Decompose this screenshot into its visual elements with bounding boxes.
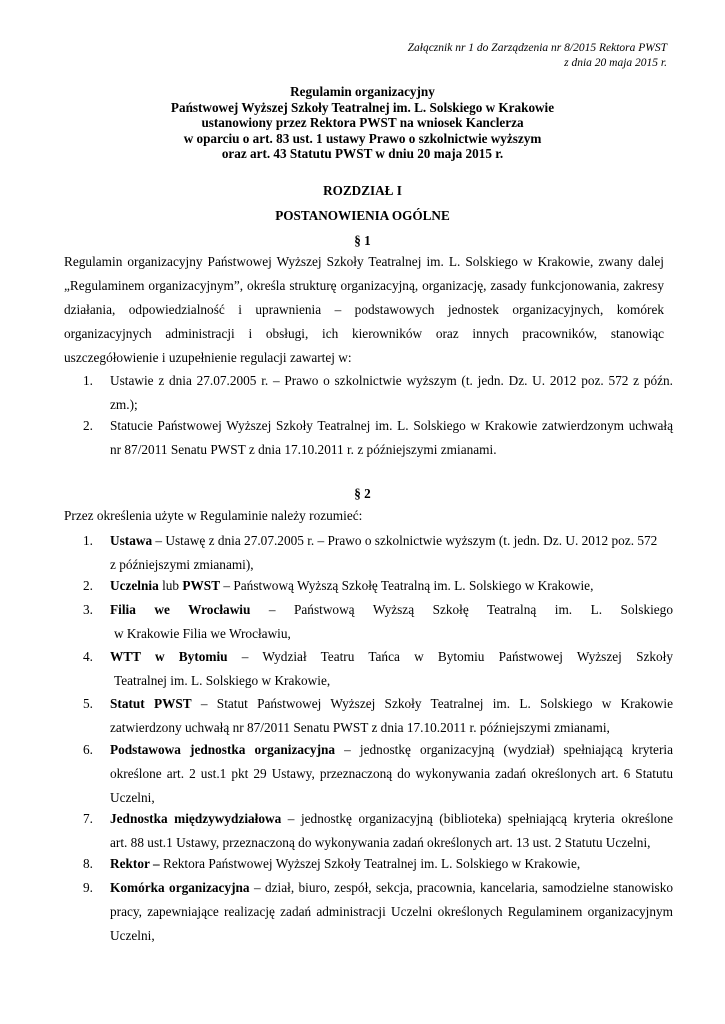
definition-text: Rektora Państwowej Wyższej Szkoły Teatralnej im. L. Solskiego w Krakowie, [159, 856, 581, 871]
definition-term: Podstawowa jednostka organizacyjna [110, 742, 336, 757]
item-number: 2. [83, 418, 93, 433]
definition-term: Statut PWST [110, 696, 192, 711]
definition-text: lub [158, 578, 183, 593]
definition-text: – jednostkę organizacyjną (wydział) spełniającą kryteria [335, 742, 673, 757]
item-text-line: Statucie Państwowej Wyższej Szkoły Teatralnej im. L. Solskiego w Krakowie zatwierdzonym uchwałą [110, 418, 673, 433]
definition-term: WTT w Bytomiu [110, 649, 228, 664]
title-line-2: Państwowej Wyższej Szkoły Teatralnej im. L. Solskiego w Krakowie [170, 99, 555, 115]
definition-text: z późniejszymi zmianami), [110, 557, 254, 572]
definition-text: pracy, zapewniające realizację zadań administracji Uczelni określonych Regulaminem organizacyjnym [110, 904, 673, 919]
section-2-intro: Przez określenia użyte w Regulaminie należy rozumieć: [64, 508, 363, 523]
chapter-name: POSTANOWIENIA OGÓLNE [275, 208, 450, 223]
definition-term: Jednostka międzywydziałowa [110, 811, 282, 826]
item-text-line: Ustawie z dnia 27.07.2005 r. – Prawo o szkolnictwie wyższym (t. jedn. Dz. U. 2012 poz. 572 z późn. [110, 373, 673, 388]
item-number: 6. [83, 742, 93, 757]
title-line-5: oraz art. 43 Statutu PWST w dniu 20 maja 2015 r. [221, 146, 504, 162]
definition-text: Uczelni, [110, 928, 155, 943]
item-number: 5. [83, 696, 93, 711]
definition-text: zatwierdzony uchwałą nr 87/2011 Senatu PWST z dnia 17.10.2011 r. późniejszymi zmianami, [110, 720, 610, 735]
definition-text: – Państwową Wyższą Szkołę Teatralną im. L. Solskiego [250, 602, 673, 617]
item-number: 9. [83, 880, 93, 895]
item-number: 8. [83, 856, 93, 871]
item-number: 4. [83, 649, 93, 664]
definition-text: Uczelni, [110, 790, 155, 805]
section-1-intro-line: „Regulaminem organizacyjnym”, określa strukturę organizacyjną, organizację, zasady funkcjonowania, zakresy [64, 278, 664, 293]
section-1-intro [64, 250, 664, 370]
item-number: 1. [83, 373, 93, 388]
item-number: 1. [83, 533, 93, 548]
annex-reference [408, 41, 667, 71]
definition-text: – Państwową Wyższą Szkołę Teatralną im. L. Solskiego w Krakowie, [220, 578, 594, 593]
definition-term: Uczelnia [110, 578, 159, 593]
definition-text: w Krakowie Filia we Wrocławiu, [114, 626, 291, 641]
definition-text: art. 88 ust.1 Ustawy, przeznaczoną do wykonywania zadań określonych art. 13 ust. 2 Statutu Uczelni, [110, 835, 651, 850]
annex-line-1: Załącznik nr 1 do Zarządzenia nr 8/2015 Rektora PWST [407, 42, 667, 54]
title-line-3: ustanowiony przez Rektora PWST na wniosek Kanclerza [201, 115, 524, 131]
definition-text: – Wydział Teatru Tańca w Bytomiu Państwowej Wyższej Szkoły [227, 649, 674, 664]
section-2-heading: § 2 [354, 486, 371, 501]
item-text-line: zm.); [110, 397, 138, 412]
definition-term: Filia we Wrocławiu [110, 602, 251, 617]
definition-term: Komórka organizacyjna [110, 880, 250, 895]
section-1-intro-line: Regulamin organizacyjny Państwowej Wyższej Szkoły Teatralnej im. L. Solskiego w Krakowie, zwany dalej [64, 254, 664, 269]
item-number: 2. [83, 578, 93, 593]
section-1-intro-line: uszczegółowienie i uzupełnienie regulacji zawartej w: [64, 350, 352, 365]
section-1-intro-line: działania, odpowiedzialność i uprawnienia – podstawowych jednostek organizacyjnych, komórek [64, 302, 664, 317]
annex-line-2: z dnia 20 maja 2015 r. [564, 57, 667, 69]
item-text-line: nr 87/2011 Senatu PWST z dnia 17.10.2011 r. z późniejszymi zmianami. [110, 442, 497, 457]
title-line-1: Regulamin organizacyjny [290, 84, 435, 99]
definition-text: – jednostkę organizacyjną (biblioteka) spełniającą kryteria określone [281, 811, 673, 826]
section-1-intro-line: organizacyjnych administracji i obsługi, ich kierowników oraz innych pracowników, stanowiąc [64, 326, 664, 341]
title-line-4: w oparciu o art. 83 ust. 1 ustawy Prawo o szkolnictwie wyższym [183, 130, 542, 146]
definition-text: Teatralnej im. L. Solskiego w Krakowie, [114, 673, 331, 688]
definition-term: Ustawa [110, 533, 153, 548]
definition-term: PWST [182, 578, 221, 593]
definition-text: – dział, biuro, zespół, sekcja, pracownia, kancelaria, samodzielne stanowisko [249, 880, 674, 895]
definition-text: – Ustawę z dnia 27.07.2005 r. – Prawo o szkolnictwie wyższym (t. jedn. Dz. U. 2012 poz. 572 [152, 533, 658, 548]
item-number: 7. [83, 811, 93, 826]
section-1-heading: § 1 [354, 233, 371, 248]
definition-term: Rektor – [110, 856, 160, 871]
definition-text: – Statut Państwowej Wyższej Szkoły Teatralnej im. L. Solskiego w Krakowie [191, 696, 673, 711]
chapter-number: ROZDZIAŁ I [323, 183, 402, 198]
item-number: 3. [83, 602, 93, 617]
definition-text: określone art. 2 ust.1 pkt 29 Ustawy, przeznaczoną do wykonywania zadań określonych art. 6 Statutu [110, 766, 673, 781]
document-title [0, 84, 725, 162]
